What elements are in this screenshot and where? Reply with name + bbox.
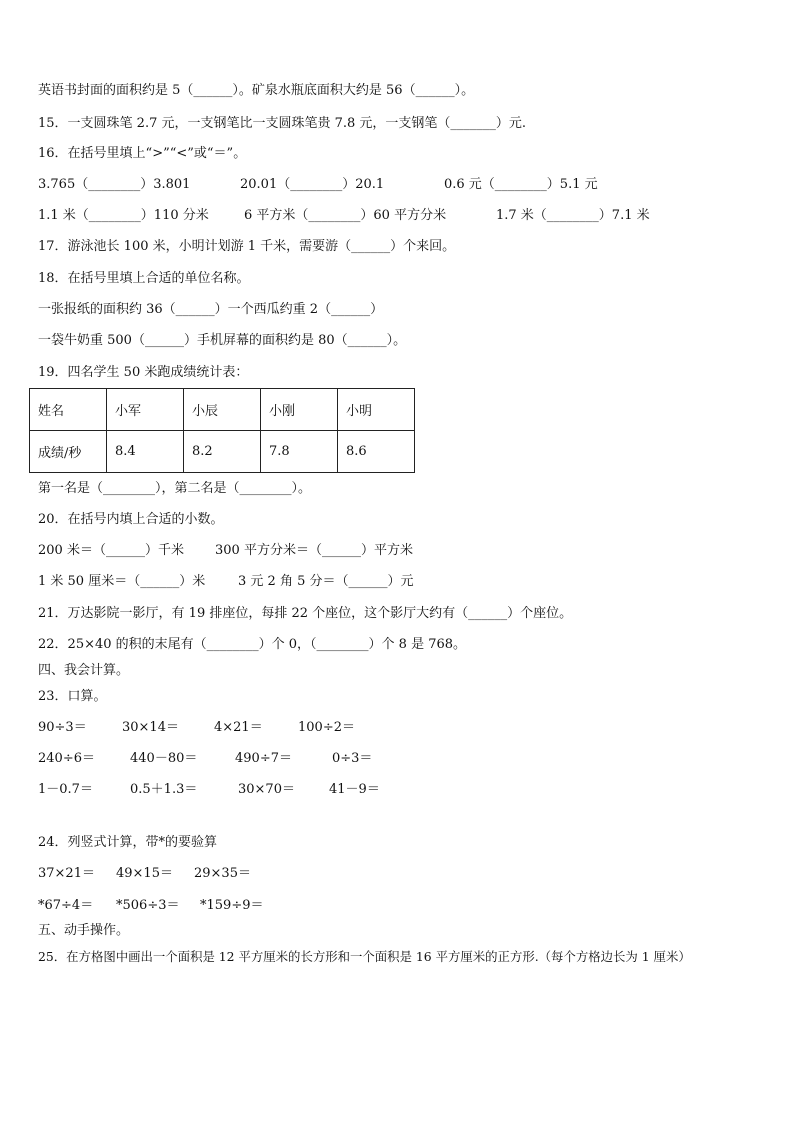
table-row bbox=[30, 431, 415, 473]
question-16-e: 6 平方米（________）60 平方分米 bbox=[244, 208, 447, 223]
question-16-b: 20.01（________）20.1 bbox=[240, 177, 385, 192]
table-cell: 小明 bbox=[338, 389, 415, 431]
question-20-a: 200 米＝（______）千米 bbox=[38, 543, 184, 558]
question-17: 17．游泳池长 100 米，小明计划游 1 千米，需要游（______）个来回。 bbox=[38, 239, 456, 254]
question-20-c: 1 米 50 厘米＝（______）米 bbox=[38, 574, 206, 589]
table-cell: 小辰 bbox=[184, 389, 261, 431]
vertical-calc-item: 49×15＝ bbox=[116, 866, 173, 881]
question-24: 24．列竖式计算，带*的要验算 bbox=[38, 835, 218, 850]
question-19-answer: 第一名是（________），第二名是（________）。 bbox=[38, 481, 312, 496]
question-18-a: 一张报纸的面积约 36（______）一个西瓜约重 2（______） bbox=[38, 302, 384, 317]
question-18-b: 一袋牛奶重 500（______）手机屏幕的面积约是 80（______）。 bbox=[38, 333, 407, 348]
vertical-calc-item: 29×35＝ bbox=[194, 866, 251, 881]
question-20-d: 3 元 2 角 5 分＝（______）元 bbox=[238, 574, 414, 589]
question-20-b: 300 平方分米＝（______）平方米 bbox=[215, 543, 413, 558]
table-row bbox=[30, 389, 415, 431]
vertical-calc-item: 37×21＝ bbox=[38, 866, 95, 881]
table-cell: 8.2 bbox=[184, 431, 261, 473]
mental-calc-item: 0÷3＝ bbox=[332, 751, 373, 766]
table-cell: 成绩/秒 bbox=[30, 431, 107, 473]
mental-calc-item: 440－80＝ bbox=[130, 751, 198, 766]
score-table bbox=[29, 388, 415, 473]
question-22: 22．25×40 的积的末尾有（________）个 0，（________）个 8 是 768。 bbox=[38, 637, 467, 652]
section-5-heading: 五、动手操作。 bbox=[38, 923, 130, 938]
question-16-d: 1.1 米（________）110 分米 bbox=[38, 208, 209, 223]
table-cell: 姓名 bbox=[30, 389, 107, 431]
question-25: 25．在方格图中画出一个面积是 12 平方厘米的长方形和一个面积是 16 平方厘米的正方形.（每个方格边长为 1 厘米） bbox=[38, 949, 691, 964]
mental-calc-item: 41－9＝ bbox=[329, 782, 380, 797]
table-cell: 小刚 bbox=[261, 389, 338, 431]
vertical-calc-item: *67÷4＝ bbox=[38, 898, 94, 913]
vertical-calc-item: *506÷3＝ bbox=[116, 898, 180, 913]
table-cell: 7.8 bbox=[261, 431, 338, 473]
question-16-a: 3.765（________）3.801 bbox=[38, 177, 191, 192]
area-question: 英语书封面的面积约是 5（______）。矿泉水瓶底面积大约是 56（______）。 bbox=[38, 83, 475, 98]
mental-calc-item: 90÷3＝ bbox=[38, 720, 87, 735]
question-18: 18．在括号里填上合适的单位名称。 bbox=[38, 271, 250, 286]
mental-calc-item: 0.5＋1.3＝ bbox=[130, 782, 198, 797]
mental-calc-item: 30×14＝ bbox=[122, 720, 179, 735]
question-23: 23．口算。 bbox=[38, 689, 107, 704]
table-cell: 8.6 bbox=[338, 431, 415, 473]
question-16-f: 1.7 米（________）7.1 米 bbox=[496, 208, 650, 223]
vertical-calc-item: *159÷9＝ bbox=[200, 898, 264, 913]
mental-calc-item: 100÷2＝ bbox=[298, 720, 355, 735]
mental-calc-item: 4×21＝ bbox=[214, 720, 263, 735]
mental-calc-item: 240÷6＝ bbox=[38, 751, 95, 766]
section-4-heading: 四、我会计算。 bbox=[38, 663, 130, 678]
question-16-c: 0.6 元（________）5.1 元 bbox=[444, 177, 598, 192]
question-20: 20．在括号内填上合适的小数。 bbox=[38, 512, 224, 527]
mental-calc-item: 490÷7＝ bbox=[235, 751, 292, 766]
mental-calc-item: 30×70＝ bbox=[238, 782, 295, 797]
question-15: 15．一支圆珠笔 2.7 元，一支钢笔比一支圆珠笔贵 7.8 元，一支钢笔（_______）元. bbox=[38, 116, 527, 131]
mental-calc-item: 1－0.7＝ bbox=[38, 782, 93, 797]
question-16: 16．在括号里填上“>”“<”或“＝”。 bbox=[38, 146, 247, 161]
question-19: 19．四名学生 50 米跑成绩统计表： bbox=[38, 365, 249, 380]
table-cell: 8.4 bbox=[107, 431, 184, 473]
table-cell: 小军 bbox=[107, 389, 184, 431]
question-21: 21．万达影院一影厅，有 19 排座位，每排 22 个座位，这个影厅大约有（______）个座位。 bbox=[38, 606, 573, 621]
